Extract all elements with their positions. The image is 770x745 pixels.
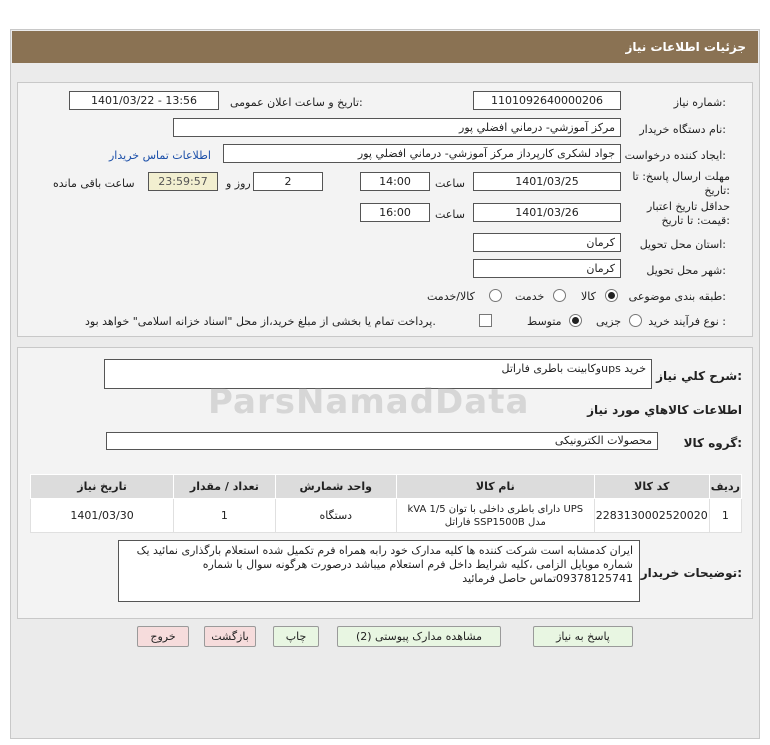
col-code: کد کالا xyxy=(594,475,709,499)
goods-table xyxy=(30,474,742,533)
deadline-time-label: ساعت xyxy=(435,177,465,190)
cell-code: 2283130002520020 xyxy=(594,499,709,533)
buyer-contact-link[interactable]: اطلاعات تماس خریدار xyxy=(109,149,211,162)
col-date: تاریخ نیاز xyxy=(31,475,174,499)
view-attachments-button[interactable]: مشاهده مدارک پیوستی (2) xyxy=(337,626,501,647)
category-goods-service-label: کالا/خدمت xyxy=(427,290,475,303)
watermark-logo: ParsNamadData xyxy=(208,382,530,422)
buyer-notes-field: ایران کدمشابه است شرکت کننده ها کلیه مدارک خود رابه همراه فرم تکمیل شده استعلام بارگذاری نمائید یک شماره موبایل الزامی ،کلیه شرایط داخل فرم استعلام میباشد درصورت هرگونه سوال با شماره 09378125741تماس حاصل فرمائید xyxy=(118,540,640,602)
province-field: کرمان xyxy=(473,233,621,252)
category-goods-service-radio[interactable] xyxy=(489,289,502,302)
exit-button[interactable]: خروج xyxy=(137,626,189,647)
buyer-notes-label: توضیحات خریدار: xyxy=(640,566,742,580)
validity-time-label: ساعت xyxy=(435,208,465,221)
days-field: 2 xyxy=(253,172,323,191)
validity-label: حداقل تاریخ اعتبار قیمت: تا تاریخ: xyxy=(646,200,730,227)
goods-group-label: گروه کالا: xyxy=(683,436,742,450)
category-service-radio[interactable] xyxy=(553,289,566,302)
col-name: نام کالا xyxy=(396,475,594,499)
col-unit: واحد شمارش xyxy=(275,475,396,499)
back-button[interactable]: بازگشت xyxy=(204,626,256,647)
reply-button[interactable]: پاسخ به نیاز xyxy=(533,626,633,647)
validity-date-field: 1401/03/26 xyxy=(473,203,621,222)
goods-table-header xyxy=(31,475,742,499)
cell-row: 1 xyxy=(709,499,741,533)
process-medium-label: متوسط xyxy=(527,315,562,328)
cell-unit: دستگاه xyxy=(275,499,396,533)
announce-label: تاریخ و ساعت اعلان عمومی: xyxy=(230,96,363,109)
cell-name: UPS دارای باطری داخلی با توان kVA 1/5 مدل SSP1500B فاراتل xyxy=(396,499,594,533)
remaining-label: ساعت باقی مانده xyxy=(53,177,135,190)
category-goods-label: کالا xyxy=(581,290,596,303)
col-row: ردیف xyxy=(709,475,741,499)
city-field: کرمان xyxy=(473,259,621,278)
print-button[interactable]: چاپ xyxy=(273,626,319,647)
buyer-org-label: نام دستگاه خریدار: xyxy=(639,123,726,136)
requester-field: جواد لشکری کارپرداز مرکز آموزشي- درماني افضلي پور xyxy=(223,144,621,163)
description-field: خرید upsوکابینت باطری فاراتل xyxy=(104,359,652,389)
page-header xyxy=(12,31,758,63)
goods-group-field: محصولات الکترونیکی xyxy=(106,432,658,450)
page-title: جزئیات اطلاعات نیاز xyxy=(625,40,746,54)
col-qty: تعداد / مقدار xyxy=(174,475,276,499)
need-number-label: شماره نیاز: xyxy=(673,96,726,109)
announce-field: 1401/03/22 - 13:56 xyxy=(69,91,219,110)
deadline-label: مهلت ارسال پاسخ: تا تاریخ: xyxy=(632,170,730,197)
cell-date: 1401/03/30 xyxy=(31,499,174,533)
goods-info-title: اطلاعات کالاهاي مورد نياز xyxy=(587,403,742,417)
need-number-field: 1101092640000206 xyxy=(473,91,621,110)
buyer-org-field: مرکز آموزشي- درماني افضلي پور xyxy=(173,118,621,137)
category-label: طبقه بندی موضوعی: xyxy=(628,290,726,303)
process-label: نوع فرآیند خرید : xyxy=(648,315,726,328)
process-minor-radio[interactable] xyxy=(629,314,642,327)
category-service-label: خدمت xyxy=(515,290,545,303)
table-row xyxy=(31,499,742,533)
process-minor-label: جزیی xyxy=(596,315,622,328)
city-label: شهر محل تحویل: xyxy=(646,264,726,277)
deadline-time-field: 14:00 xyxy=(360,172,430,191)
requester-label: ایجاد کننده درخواست: xyxy=(624,149,726,162)
validity-time-field: 16:00 xyxy=(360,203,430,222)
deadline-date-field: 1401/03/25 xyxy=(473,172,621,191)
treasury-payment-checkbox[interactable] xyxy=(479,314,492,327)
province-label: استان محل تحویل: xyxy=(639,238,726,251)
process-medium-radio[interactable] xyxy=(569,314,582,327)
remaining-time-field: 23:59:57 xyxy=(148,172,218,191)
category-goods-radio[interactable] xyxy=(605,289,618,302)
payment-note: پرداخت تمام یا بخشی از مبلغ خرید،از محل "اسناد خزانه اسلامی" خواهد بود. xyxy=(85,315,436,328)
days-label: روز و xyxy=(226,177,251,190)
cell-qty: 1 xyxy=(174,499,276,533)
description-label: شرح کلي نياز: xyxy=(656,369,742,383)
